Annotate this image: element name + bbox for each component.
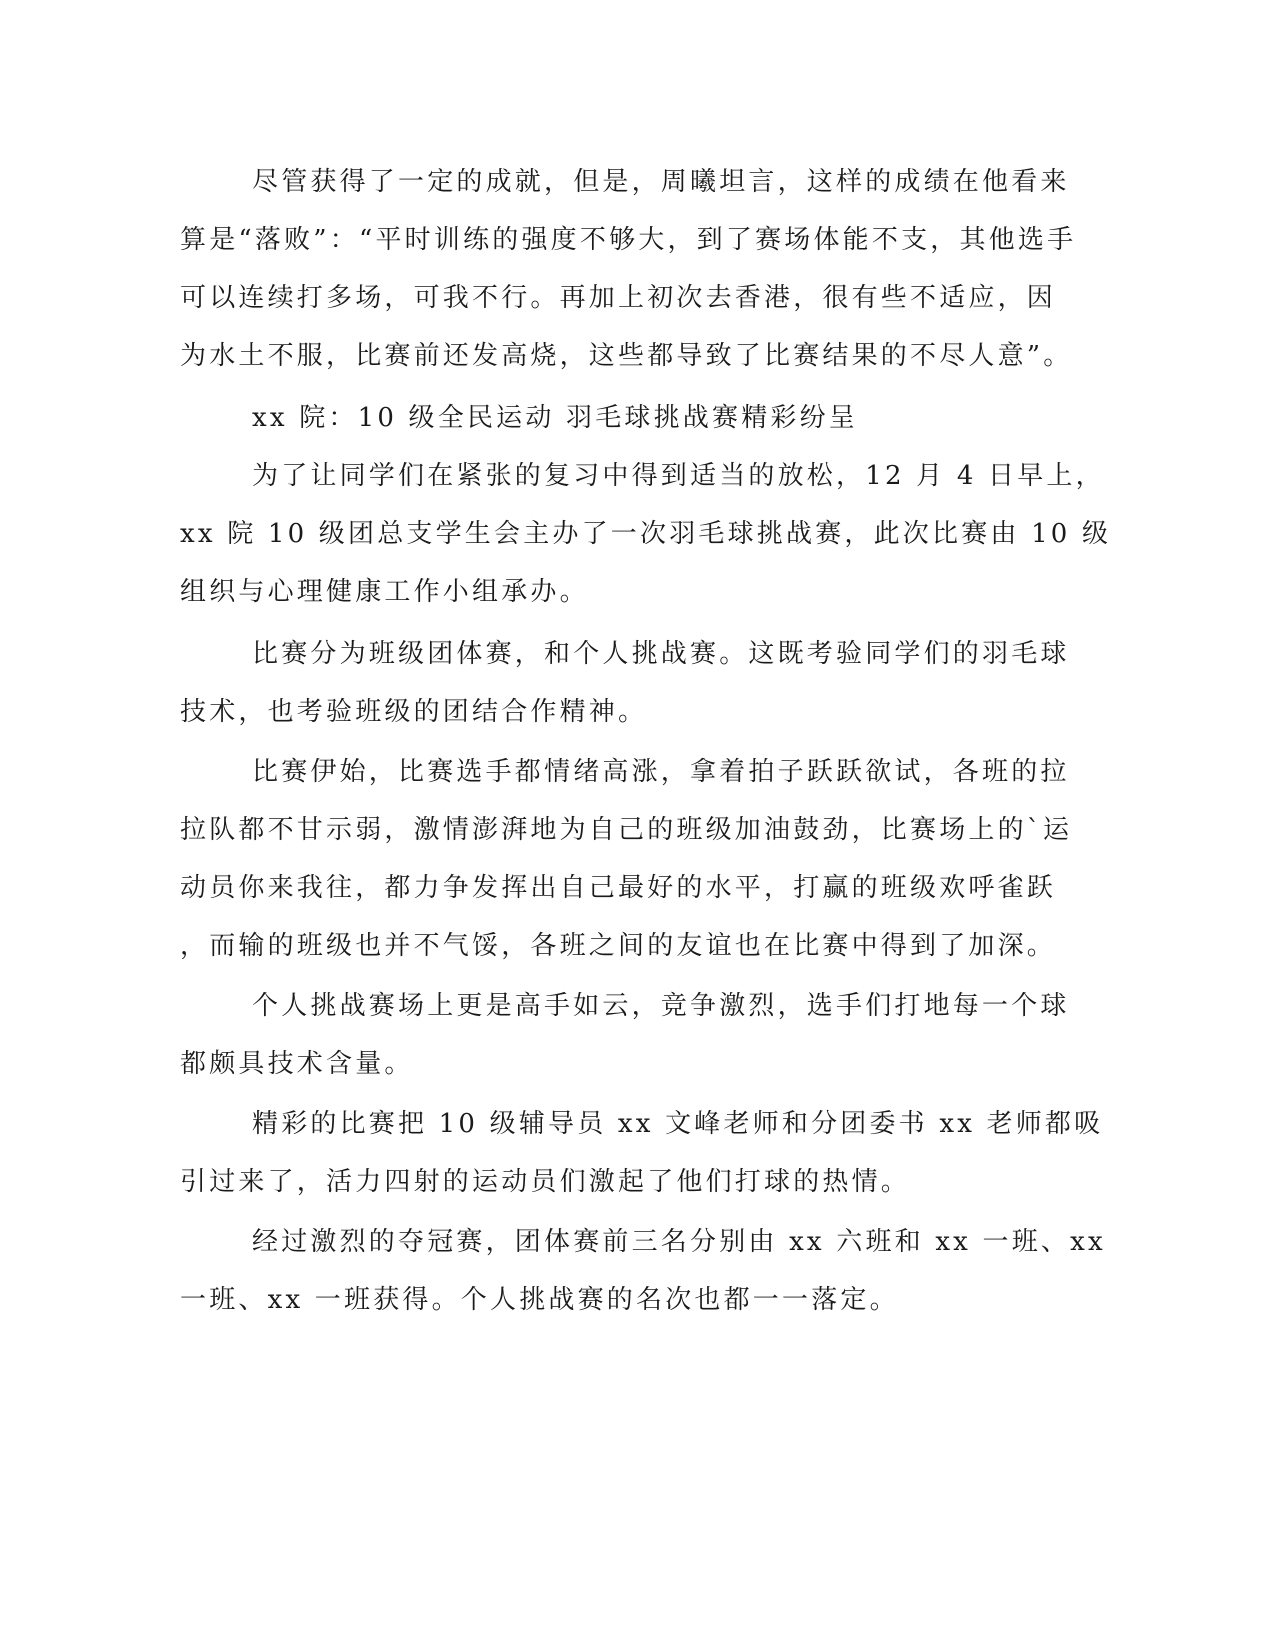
section-heading: xx 院：10 级全民运动 羽毛球挑战赛精彩纷呈 [252, 403, 859, 433]
text-line: 为水土不服，比赛前还发高烧，这些都导致了比赛结果的不尽人意”。 [180, 341, 1073, 371]
text-line: 引过来了，活力四射的运动员们激起了他们打球的热情。 [180, 1167, 911, 1197]
text-line: 动员你来我往，都力争发挥出自己最好的水平，打赢的班级欢呼雀跃 [180, 873, 1057, 903]
text-line: 经过激烈的夺冠赛，团体赛前三名分别由 xx 六班和 xx 一班、xx [252, 1227, 1106, 1257]
text-line: 拉队都不甘示弱，激情澎湃地为自己的班级加油鼓劲，比赛场上的`运 [180, 815, 1073, 845]
text-line: xx 院 10 级团总支学生会主办了一次羽毛球挑战赛，此次比赛由 10 级 [180, 519, 1112, 549]
text-line: 比赛分为班级团体赛，和个人挑战赛。这既考验同学们的羽毛球 [252, 639, 1070, 669]
text-line: ，而输的班级也并不气馁，各班之间的友谊也在比赛中得到了加深。 [180, 931, 1057, 961]
text-line: 组织与心理健康工作小组承办。 [180, 577, 589, 607]
text-line: 一班、xx 一班获得。个人挑战赛的名次也都一一落定。 [180, 1285, 899, 1315]
text-line: 技术，也考验班级的团结合作精神。 [180, 697, 648, 727]
text-line: 可以连续打多场，可我不行。再加上初次去香港，很有些不适应，因 [180, 283, 1057, 313]
text-line: 精彩的比赛把 10 级辅导员 xx 文峰老师和分团委书 xx 老师都吸 [252, 1109, 1104, 1139]
text-line: 尽管获得了一定的成就，但是，周曦坦言，这样的成绩在他看来 [252, 167, 1070, 197]
text-line: 比赛伊始，比赛选手都情绪高涨，拿着拍子跃跃欲试，各班的拉 [252, 757, 1070, 787]
text-line: 都颇具技术含量。 [180, 1049, 414, 1079]
text-line: 个人挑战赛场上更是高手如云，竞争激烈，选手们打地每一个球 [252, 991, 1070, 1021]
text-line: 为了让同学们在紧张的复习中得到适当的放松，12 月 4 日早上， [252, 461, 1105, 491]
text-line: 算是“落败”：“平时训练的强度不够大，到了赛场体能不支，其他选手 [180, 225, 1077, 255]
